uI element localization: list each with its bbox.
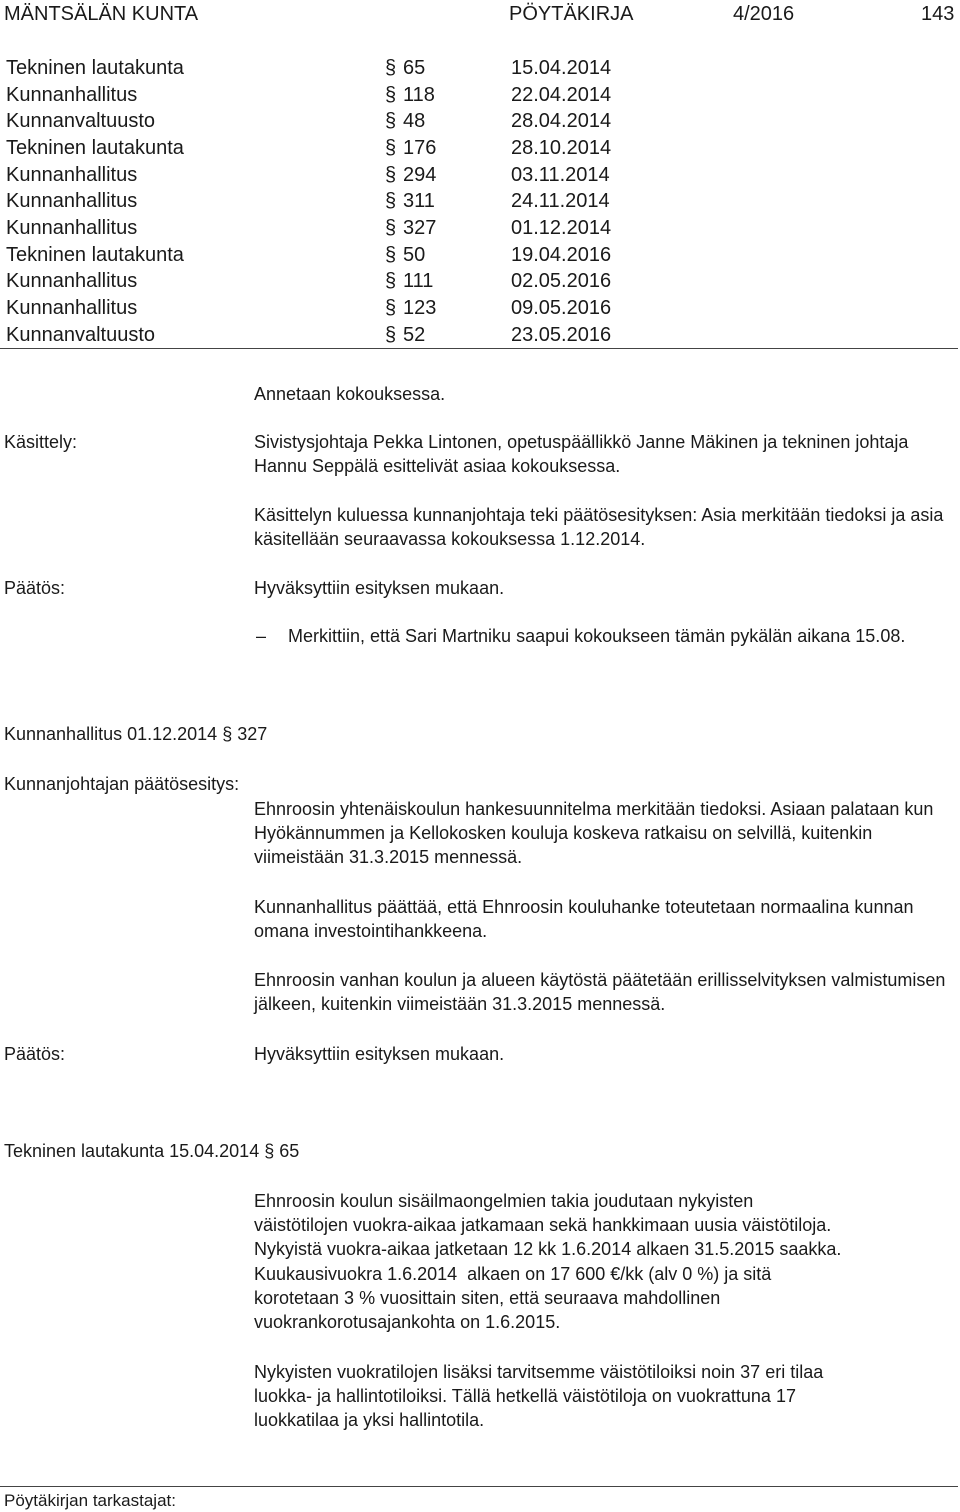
history-body: Kunnanhallitus xyxy=(6,297,138,319)
section-sign-icon: § xyxy=(385,190,397,212)
section-sign-icon: § xyxy=(385,137,397,159)
history-row xyxy=(0,82,960,108)
heading-prefix: Kunnanhallitus 01.12.2014 xyxy=(4,724,223,744)
history-body: Kunnanhallitus xyxy=(6,190,138,212)
history-date: 09.05.2016 xyxy=(511,297,612,319)
section-sign-icon: § xyxy=(385,297,397,319)
bullet-dash: – xyxy=(256,626,267,646)
history-date: 15.04.2014 xyxy=(511,57,612,79)
history-date: 01.12.2014 xyxy=(511,217,612,239)
history-date: 28.10.2014 xyxy=(511,137,612,159)
paatos-label: Päätös: xyxy=(4,578,66,598)
paatos-text: Hyväksyttiin esityksen mukaan. xyxy=(254,578,505,598)
history-date: 23.05.2016 xyxy=(511,324,612,346)
heading-number: 327 xyxy=(232,724,268,744)
history-section-number: 118 xyxy=(403,84,435,106)
attendance-note: Merkittiin, että Sari Martniku saapui kokoukseen tämän pykälän aikana 15.08. xyxy=(288,626,906,646)
history-row xyxy=(0,268,960,294)
history-row xyxy=(0,295,960,321)
page-number: 143 xyxy=(921,3,955,25)
body-line: luokkatilaa ja yksi hallintotila. xyxy=(254,1410,485,1430)
history-row xyxy=(0,55,960,81)
section-sign-icon: § xyxy=(385,57,397,79)
paatos-text: Hyväksyttiin esityksen mukaan. xyxy=(254,1044,505,1064)
kasittely-label: Käsittely: xyxy=(4,432,78,452)
heading-number: 65 xyxy=(274,1141,300,1161)
history-date: 02.05.2016 xyxy=(511,270,612,292)
proposal-label: Kunnanjohtajan päätösesitys: xyxy=(4,774,240,794)
section-sign-icon: § xyxy=(385,110,397,132)
body-line: korotetaan 3 % vuosittain siten, että seuraava mahdollinen xyxy=(254,1288,721,1308)
history-body: Kunnanvaltuusto xyxy=(6,110,156,132)
section-sign-icon: § xyxy=(385,244,397,266)
municipality-name: MÄNTSÄLÄN KUNTA xyxy=(4,3,199,25)
section-sign-icon: § xyxy=(222,724,233,744)
body-line: Ehnroosin koulun sisäilmaongelmien takia joudutaan nykyisten xyxy=(254,1191,754,1211)
body-line: Nykyisten vuokratilojen lisäksi tarvitsemme väistötiloiksi noin 37 eri tilaa xyxy=(254,1362,824,1382)
section-sign-icon: § xyxy=(385,217,397,239)
history-section-number: 65 xyxy=(403,57,426,79)
history-body: Kunnanhallitus xyxy=(6,164,138,186)
body-line: luokka- ja hallintotiloiksi. Tällä hetkellä väistötiloja on vuokrattuna 17 xyxy=(254,1386,796,1406)
history-body: Kunnanvaltuusto xyxy=(6,324,156,346)
history-section-number: 50 xyxy=(403,244,426,266)
footer-label: Pöytäkirjan tarkastajat: xyxy=(4,1491,176,1510)
history-body: Tekninen lautakunta xyxy=(6,244,184,266)
section-heading xyxy=(4,722,267,746)
section-sign-icon: § xyxy=(385,270,397,292)
history-section-number: 52 xyxy=(403,324,426,346)
proposal-para: Ehnroosin yhtenäiskoulun hankesuunnitelma merkitään tiedoksi. Asiaan palataan kun Hyökännummen ja Kellokosken kouluja koskeva ratkaisu on selvillä, kuitenkin viimeistään 31.3.2015 mennessä. xyxy=(254,799,934,867)
history-section-number: 48 xyxy=(403,110,426,132)
section-heading xyxy=(4,1139,299,1163)
meeting-number: 4/2016 xyxy=(733,3,795,25)
footer-separator xyxy=(0,1486,958,1487)
section-sign-icon: § xyxy=(264,1141,275,1161)
history-body: Kunnanhallitus xyxy=(6,84,138,106)
proposal-para: Kunnanhallitus päättää, että Ehnroosin kouluhanke toteutetaan normaalina kunnan omana investointihankkeena. xyxy=(254,897,914,941)
history-body: Kunnanhallitus xyxy=(6,217,138,239)
history-body: Tekninen lautakunta xyxy=(6,57,184,79)
intro-text: Annetaan kokouksessa. xyxy=(254,384,446,404)
heading-prefix: Tekninen lautakunta 15.04.2014 xyxy=(4,1141,265,1161)
history-date: 03.11.2014 xyxy=(511,164,610,186)
body-line: Nykyistä vuokra-aikaa jatketaan 12 kk 1.6.2014 alkaen 31.5.2015 saakka. xyxy=(254,1239,842,1259)
body-line: väistötilojen vuokra-aikaa jatkamaan sekä hankkimaan uusia väistötiloja. xyxy=(254,1215,832,1235)
history-body: Kunnanhallitus xyxy=(6,270,138,292)
history-row xyxy=(0,322,960,348)
history-row xyxy=(0,135,960,161)
kasittely-text: Sivistysjohtaja Pekka Lintonen, opetuspäällikkö Janne Mäkinen ja tekninen johtaja Hannu Seppälä esittelivät asiaa kokouksessa. xyxy=(254,432,909,476)
section-sign-icon: § xyxy=(385,84,397,106)
body-line: Kuukausivuokra 1.6.2014 alkaen on 17 600 €/kk (alv 0 %) ja sitä xyxy=(254,1264,772,1284)
history-section-number: 327 xyxy=(403,217,437,239)
history-row xyxy=(0,162,960,188)
history-date: 28.04.2014 xyxy=(511,110,612,132)
paatos-label: Päätös: xyxy=(4,1044,66,1064)
body-line: vuokrankorotusajankohta on 1.6.2015. xyxy=(254,1312,561,1332)
kasittely-proposal-text: Käsittelyn kuluessa kunnanjohtaja teki päätösesityksen: Asia merkitään tiedoksi ja asia käsitellään seuraavassa kokouksessa 1.12.2014. xyxy=(254,505,944,549)
history-row xyxy=(0,242,960,268)
history-row xyxy=(0,215,960,241)
history-section-number: 176 xyxy=(403,137,437,159)
separator-line xyxy=(0,348,958,349)
history-section-number: 111 xyxy=(403,270,434,292)
section-sign-icon: § xyxy=(385,324,397,346)
history-section-number: 123 xyxy=(403,297,437,319)
history-section-number: 311 xyxy=(403,190,435,212)
document-type: PÖYTÄKIRJA xyxy=(509,3,634,25)
history-section-number: 294 xyxy=(403,164,437,186)
history-row xyxy=(0,188,960,214)
history-row xyxy=(0,108,960,134)
history-date: 19.04.2016 xyxy=(511,244,612,266)
history-date: 22.04.2014 xyxy=(511,84,612,106)
section-sign-icon: § xyxy=(385,164,397,186)
proposal-para: Ehnroosin vanhan koulun ja alueen käytöstä päätetään erillisselvityksen valmistumisen jälkeen, kuitenkin viimeistään 31.3.2015 mennessä. xyxy=(254,970,946,1014)
history-date: 24.11.2014 xyxy=(511,190,610,212)
history-body: Tekninen lautakunta xyxy=(6,137,184,159)
